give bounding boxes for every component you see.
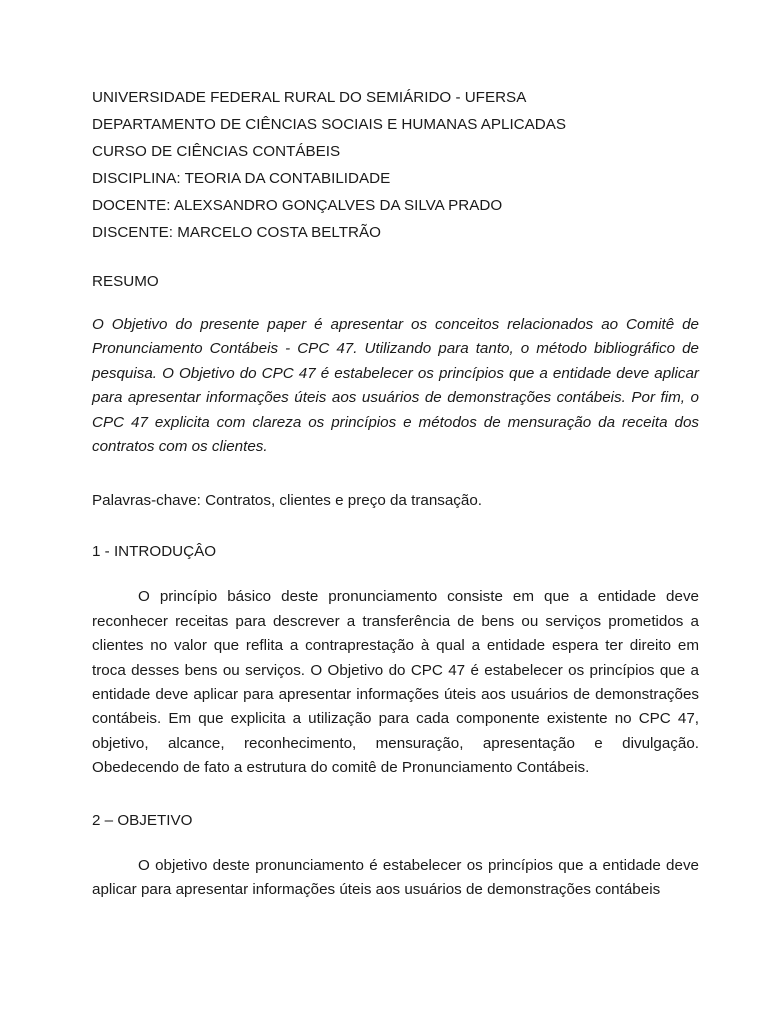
section-paragraph-objective: O objetivo deste pronunciamento é estabelecer os princípios que a entidade deve aplicar para apresentar informações úteis aos usuários de demonstrações contábeis — [92, 856, 699, 899]
university-name: UNIVERSIDADE FEDERAL RURAL DO SEMIÁRIDO - UFERSA — [92, 89, 527, 106]
abstract-text: O Objetivo do presente paper é apresentar os conceitos relacionados ao Comitê de Pronunciamento Contábeis - CPC 47. Utilizando para tanto, o método bibliográfico de pesquisa. O Objetivo do CPC 47 é estabelecer os princípios que a entidade deve aplicar para apresentar informações úteis aos usuários de demonstrações contábeis. Por fim, o CPC 47 explicita com clareza os princípios e métodos de mensuração da receita dos contratos com os clientes. — [92, 316, 699, 456]
student-name: DISCENTE: MARCELO COSTA BELTRÃO — [92, 224, 381, 241]
course-name: CURSO DE CIÊNCIAS CONTÁBEIS — [92, 143, 341, 160]
abstract-heading: RESUMO — [92, 273, 159, 290]
section-heading-introduction: 1 - INTRODUÇÂO — [92, 543, 217, 561]
teacher-name: DOCENTE: ALEXSANDRO GONÇALVES DA SILVA PRADO — [92, 197, 503, 214]
document-content — [92, 84, 699, 903]
keywords-line: Palavras-chave: Contratos, clientes e preço da transação. — [92, 492, 483, 510]
section-paragraph-introduction: O princípio básico deste pronunciamento consiste em que a entidade deve reconhecer receitas para descrever a transferência de bens ou serviços prometidos a clientes no valor que reflita a contraprestação à qual a entidade espera ter direito em troca desses bens ou serviços. O Objetivo do CPC 47 é estabelecer os princípios que a entidade deve aplicar para apresentar informações úteis aos usuários de demonstrações contábeis. Em que explicita a utilização para cada componente existente no CPC 47, objetivo, alcance, reconhecimento, mensuração, apresentação e divulgação. Obedecendo de fato a estrutura do comitê de Pronunciamento Contábeis. — [92, 588, 699, 777]
department-name: DEPARTAMENTO DE CIÊNCIAS SOCIAIS E HUMANAS APLICADAS — [92, 116, 567, 133]
section-heading-objective: 2 – OBJETIVO — [92, 811, 193, 829]
discipline-name: DISCIPLINA: TEORIA DA CONTABILIDADE — [92, 170, 391, 187]
